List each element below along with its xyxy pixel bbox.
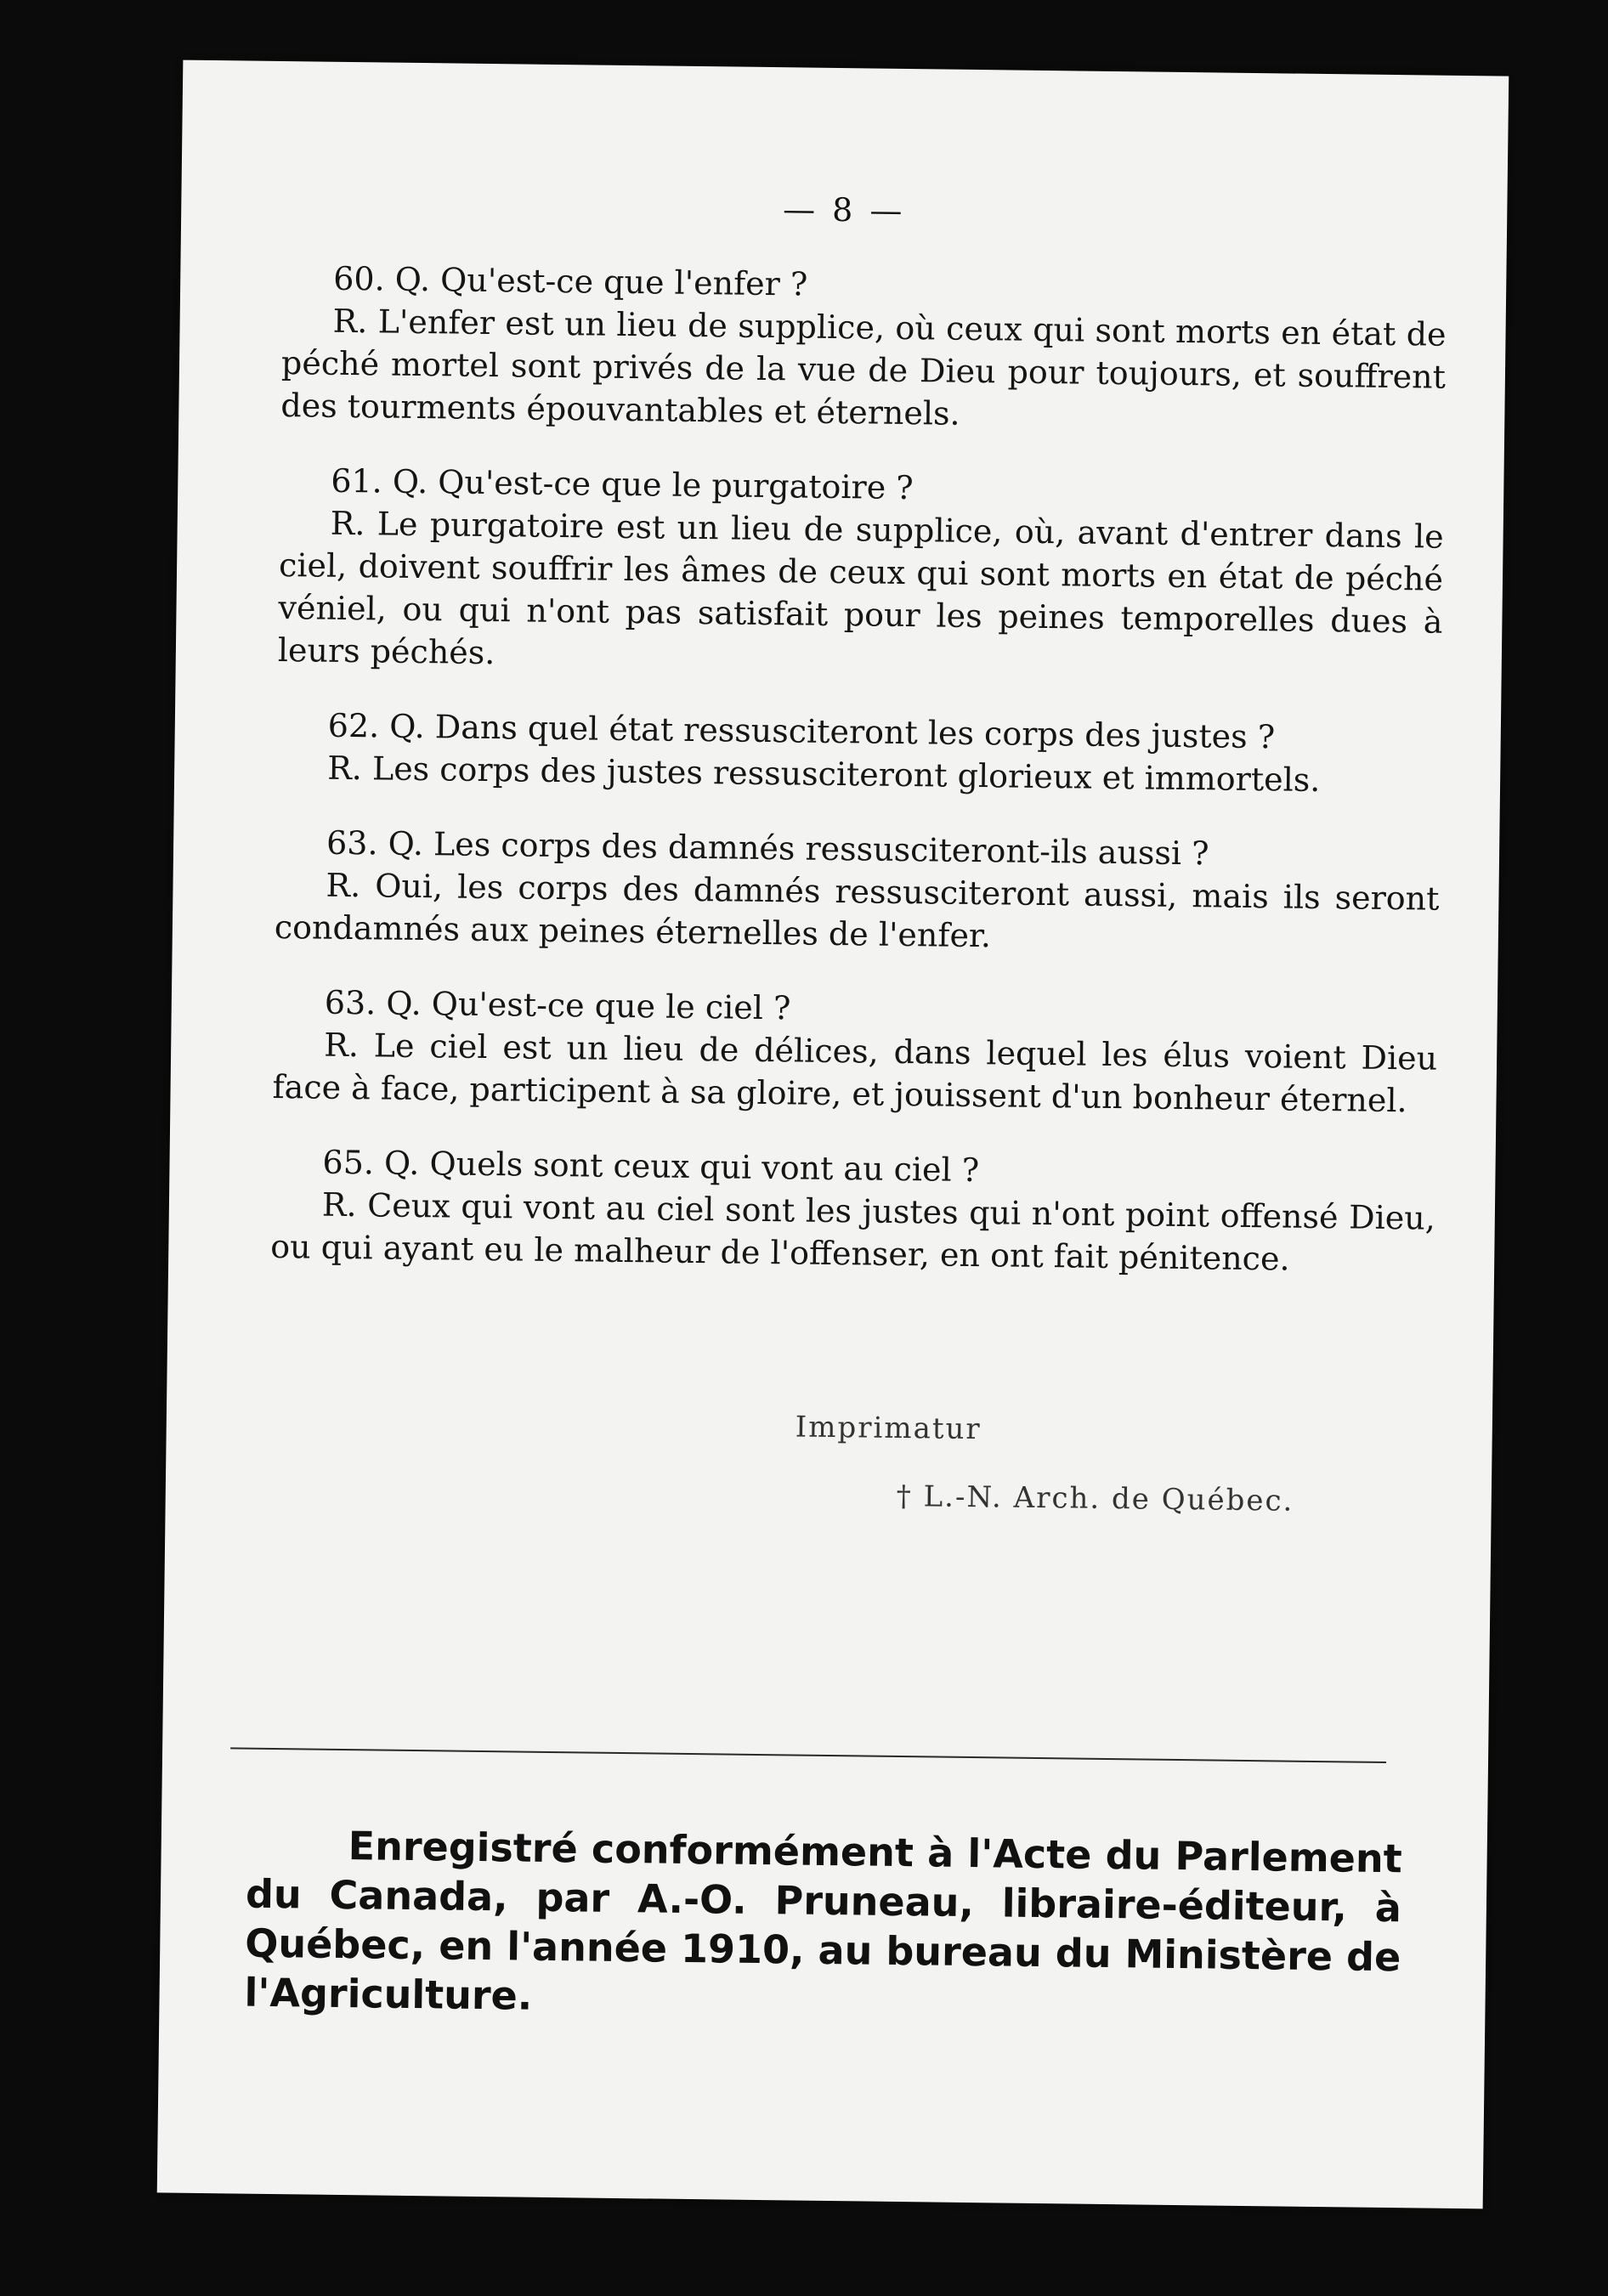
- qa-entry-62: [276, 704, 1441, 803]
- qa-entry-60: [280, 257, 1447, 441]
- question: 65. Q. Quels sont ceux qui vont au ciel ?: [322, 1143, 980, 1190]
- page-number: — 8 —: [782, 190, 906, 229]
- answer: R. Ceux qui vont au ciel sont les justes qui n'ont point offensé Dieu, ou qui ayant eu le malheur de l'offenser, en ont fait pénitence.: [270, 1185, 1436, 1278]
- answer: R. L'enfer est un lieu de supplice, où ceux qui sont morts en état de péché mortel sont privés de la vue de Dieu pour toujours, et souffrent des tourments épouvantables et éternels.: [280, 302, 1447, 433]
- qa-entry-61: [278, 459, 1445, 686]
- answer: R. Le purgatoire est un lieu de supplice, où, avant d'entrer dans le ciel, doivent souffrir les âmes de ceux qui sont morts en état de péché véniel, ou qui n'ont pas satisfait pour les peines temporelles dues à leurs péchés.: [277, 504, 1444, 672]
- imprimatur-label: Imprimatur: [795, 1410, 982, 1447]
- question: 60. Q. Qu'est-ce que l'enfer ?: [332, 259, 808, 303]
- archbishop-signature: † L.-N. Arch. de Québec.: [896, 1479, 1294, 1518]
- catechism-content: [270, 257, 1447, 1315]
- qa-entry-65: [270, 1140, 1436, 1282]
- document-page: [157, 60, 1509, 2209]
- question: 62. Q. Dans quel état ressusciteront les corps des justes ?: [327, 706, 1276, 756]
- divider-rule: [230, 1747, 1386, 1763]
- question: 63. Q. Les corps des damnés ressusciteront-ils aussi ?: [326, 823, 1209, 873]
- qa-entry-64: [272, 981, 1438, 1123]
- question: 63. Q. Qu'est-ce que le ciel ?: [324, 983, 791, 1027]
- answer: R. Le ciel est un lieu de délices, dans lequel les élus voient Dieu face à face, participent à sa gloire, et jouissent d'un bonheur éternel.: [272, 1026, 1438, 1120]
- question: 61. Q. Qu'est-ce que le purgatoire ?: [331, 461, 914, 507]
- qa-entry-63: [275, 821, 1441, 963]
- answer: R. Oui, les corps des damnés ressusciteront aussi, mais ils seront condamnés aux peines éternelles de l'enfer.: [274, 866, 1440, 955]
- copyright-notice: Enregistré conformément à l'Acte du Parlement du Canada, par A.-O. Pruneau, libraire-éditeur, à Québec, en l'année 1910, au bureau du Ministère de l'Agriculture.: [244, 1823, 1402, 2019]
- answer: R. Les corps des justes ressusciteront glorieux et immortels.: [326, 749, 1321, 799]
